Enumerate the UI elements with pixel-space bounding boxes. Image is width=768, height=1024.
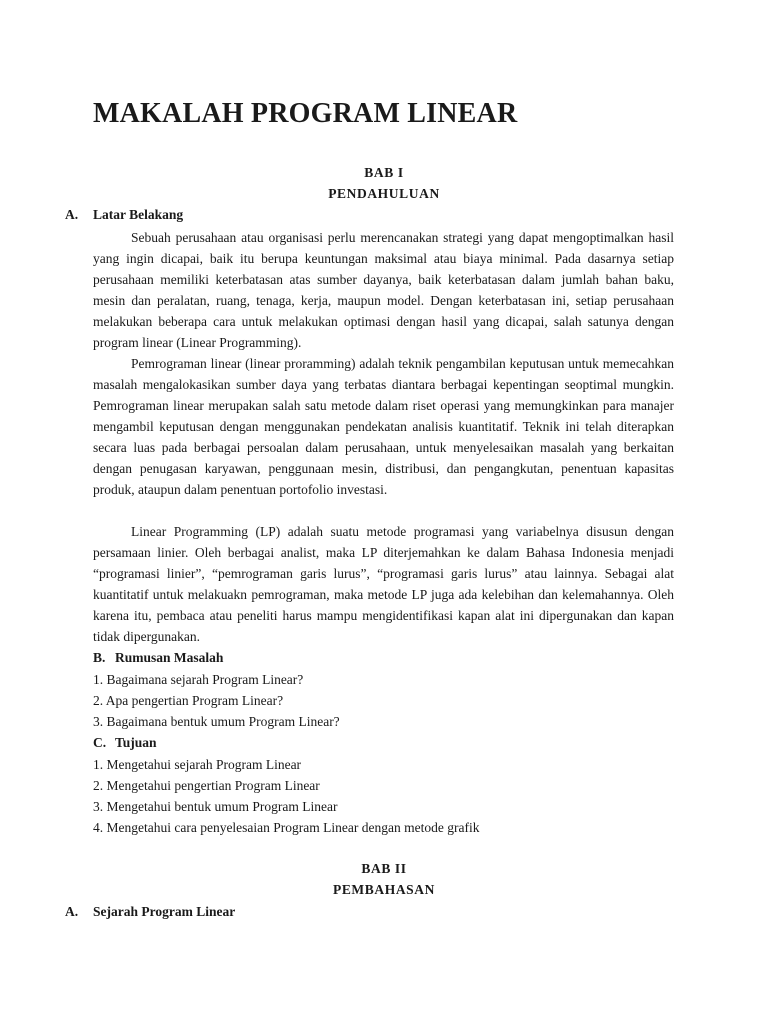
tujuan-list	[93, 754, 479, 838]
bab2-subheading: PEMBAHASAN	[332, 882, 435, 897]
list-item: 4. Mengetahui cara penyelesaian Program Linear dengan metode grafik	[93, 820, 480, 835]
section-title: Rumusan Masalah	[115, 650, 224, 665]
bab2-heading: BAB II	[361, 861, 407, 876]
section-number: A.	[65, 904, 79, 919]
paragraph-1: Sebuah perusahaan atau organisasi perlu merencanakan strategi yang dapat mengoptimalkan hasil yang ingin dicapai, baik itu berupa keuntungan maksimal atau biaya minimal. Pada dasarnya setiap perusahaan memiliki keterbatasan atas sumber dayanya, baik keterbatasan dalam jumlah bahan baku, mesin dan peralatan, ruang, tenaga, kerja, maupun model. Dengan keterbatasan ini, setiap perusahaan melakukan beberapa cara untuk melakukan optimasi dengan hasil yang dicapai, salah satunya dengan program linear (Linear Programming).	[93, 230, 674, 350]
list-item: 1. Mengetahui sejarah Program Linear	[93, 757, 302, 772]
bab1-heading: BAB I	[364, 165, 404, 180]
list-item: 1. Bagaimana sejarah Program Linear?	[93, 672, 304, 687]
list-item: 3. Mengetahui bentuk umum Program Linear	[93, 799, 338, 814]
bab1-subheading: PENDAHULUAN	[328, 186, 440, 201]
list-item: 2. Apa pengertian Program Linear?	[93, 693, 284, 708]
section-number: C.	[93, 735, 107, 750]
section-title: Tujuan	[115, 735, 157, 750]
section-rumusan-masalah-heading	[93, 650, 223, 666]
section-number: B.	[93, 650, 106, 665]
document-title: MAKALAH PROGRAM LINEAR	[93, 98, 518, 129]
section-tujuan-heading	[93, 735, 157, 751]
rumusan-masalah-list	[93, 669, 340, 732]
section-number: A.	[65, 207, 79, 222]
section-latar-belakang-heading	[65, 207, 183, 223]
section-title: Latar Belakang	[93, 207, 184, 222]
list-item: 2. Mengetahui pengertian Program Linear	[93, 778, 320, 793]
paragraph-2: Pemrograman linear (linear proramming) adalah teknik pengambilan keputusan untuk memecahkan masalah mengalokasikan sumber daya yang terbatas diantara berbagai kepentingan seoptimal mungkin. Pemrograman linear merupakan salah satu metode dalam riset operasi yang memungkinkan para manajer mengambil keputusan dengan menggunakan pendekatan analisis kuantitatif. Teknik ini telah diterapkan secara luas pada berbagai persoalan dalam perusahaan, untuk menyelesaikan masalah yang berkaitan dengan penugasan karyawan, penggunaan mesin, distribusi, dan pengangkutan, penentuan kapasitas produk, ataupun dalam penentuan portofolio investasi.	[93, 356, 674, 497]
paragraph-3: Linear Programming (LP) adalah suatu metode programasi yang variabelnya disusun dengan persamaan linier. Oleh berbagai analist, maka LP diterjemahkan ke dalam Bahasa Indonesia menjadi “programasi linier”, “pemrograman garis lurus”, “programasi garis lurus” atau lainnya. Sebagai alat kuantitatif untuk melakuakn pemrograman, maka metode LP juga ada kelebihan dan kelemahannya. Oleh karena itu, pembaca atau peneliti harus mampu mengidentifikasi kapan alat ini dipergunakan dan kapan tidak dipergunakan.	[93, 524, 674, 644]
list-item: 3. Bagaimana bentuk umum Program Linear?	[93, 714, 340, 729]
section-sejarah-heading	[65, 904, 235, 920]
section-title: Sejarah Program Linear	[93, 904, 236, 919]
